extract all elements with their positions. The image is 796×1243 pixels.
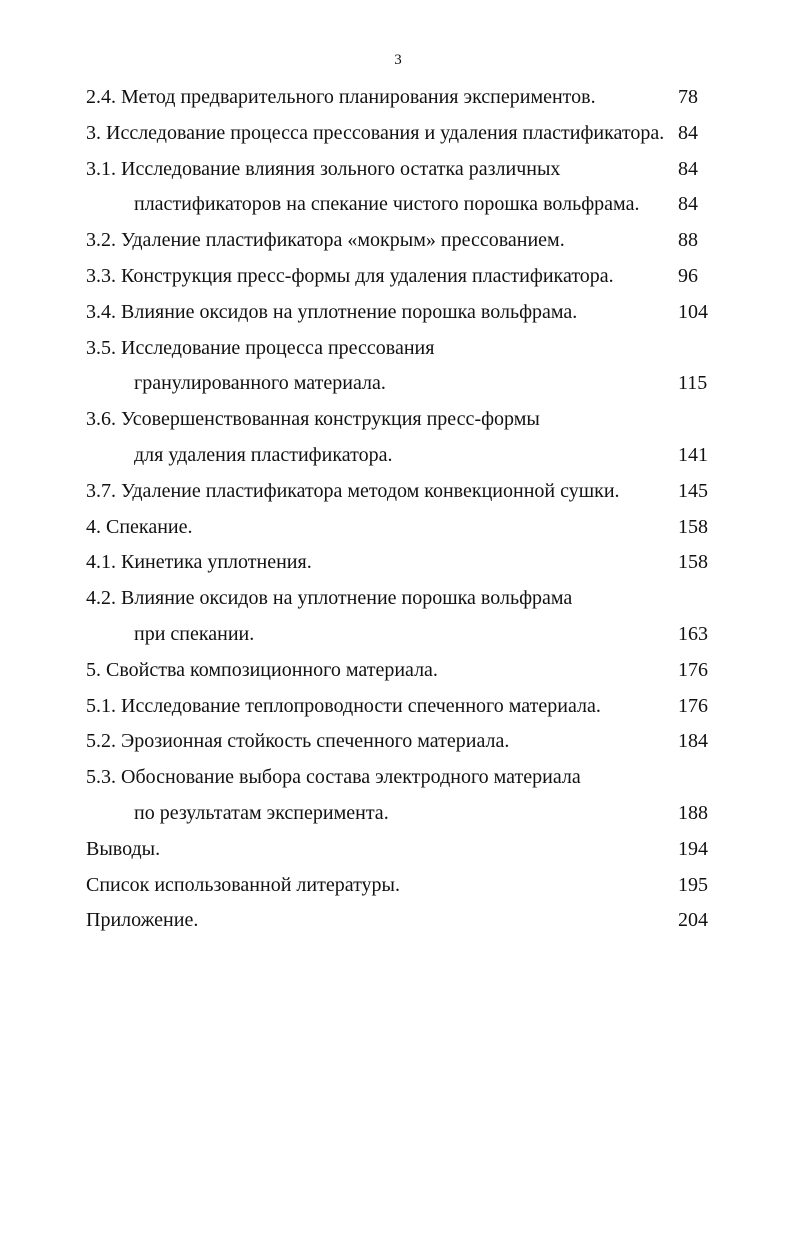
toc-entry-title: Выводы. [86,837,161,860]
page-number: 3 [394,52,402,68]
toc-entry-title: 4. Спекание. [86,515,193,538]
toc-line [86,870,706,906]
toc-entry-page: 84 [678,157,698,180]
toc-entry-title: 4.1. Кинетика уплотнения. [86,551,312,574]
toc-entry-page: 176 [678,694,708,717]
toc-entry-title: по результатам эксперимента. [134,801,389,824]
toc-entry-page: 96 [678,264,698,287]
toc-entry-page: 184 [678,730,708,753]
toc-line [86,726,706,762]
toc-line [86,691,706,727]
toc-entry-title: при спекании. [134,622,255,645]
toc-entry-title: 3.7. Удаление пластификатора методом конвекционной сушки. [86,479,620,502]
toc-line [86,512,706,548]
toc-entry-title: 5.1. Исследование теплопроводности спеченного материала. [86,694,601,717]
toc-entry-page: 104 [678,300,708,323]
toc-line [86,333,706,369]
toc-entry-title: 4.2. Влияние оксидов на уплотнение порошка вольфрама [86,587,573,610]
toc-entry-title: для удаления пластификатора. [134,443,393,466]
toc-entry-title: гранулированного материала. [134,372,386,395]
toc-line [86,905,706,941]
toc-line [86,368,706,404]
toc-line [86,404,706,440]
toc-line [86,798,706,834]
toc-entry-title: 2.4. Метод предварительного планирования экспериментов. [86,86,596,108]
toc-entry-page: 141 [678,443,708,466]
toc-line [86,189,706,225]
toc-entry-page: 115 [678,372,708,395]
toc-line [86,547,706,583]
toc-entry-page: 204 [678,909,708,932]
toc-entry-page: 194 [678,837,708,860]
toc-line [86,82,706,118]
toc-entry-page: 195 [678,873,708,896]
toc-line [86,297,706,333]
toc-entry-title: 5. Свойства композиционного материала. [86,658,438,681]
toc-line [86,834,706,870]
toc-entry-page: 84 [678,121,698,144]
toc-line [86,225,706,261]
toc-entry-title: 5.2. Эрозионная стойкость спеченного материала. [86,730,510,753]
toc-entry-page: 145 [678,479,708,502]
toc-entry-title: пластификаторов на спекание чистого порошка вольфрама. [134,193,640,216]
toc-entry-title: 3. Исследование процесса прессования и удаления пластификатора. [86,121,665,144]
toc-line [86,154,706,190]
toc-entry-page: 188 [678,801,708,824]
toc-entry-title: 3.1. Исследование влияния зольного остатка различных [86,157,561,180]
table-of-contents [86,82,706,941]
toc-line [86,476,706,512]
toc-entry-page: 158 [678,515,708,538]
toc-entry-title: 3.3. Конструкция пресс-формы для удаления пластификатора. [86,264,614,287]
toc-line [86,440,706,476]
toc-entry-title: Список использованной литературы. [86,873,400,896]
toc-entry-title: 3.5. Исследование процесса прессования [86,336,435,359]
toc-entry-title: 3.2. Удаление пластификатора «мокрым» прессованием. [86,229,565,252]
toc-line [86,762,706,798]
toc-entry-title: 3.4. Влияние оксидов на уплотнение порошка вольфрама. [86,300,578,323]
toc-line [86,583,706,619]
toc-entry-page: 163 [678,622,708,645]
toc-entry-page: 176 [678,658,708,681]
toc-line [86,655,706,691]
toc-entry-title: Приложение. [86,909,199,932]
toc-line [86,619,706,655]
toc-entry-title: 3.6. Усовершенствованная конструкция пресс-формы [86,408,540,431]
toc-line [86,261,706,297]
toc-entry-page: 158 [678,551,708,574]
toc-entry-page: 88 [678,229,698,252]
toc-entry-title: 5.3. Обоснование выбора состава электродного материала [86,766,581,789]
toc-entry-page: 78 [678,86,698,108]
toc-line [86,118,706,154]
toc-entry-page: 84 [678,193,698,216]
